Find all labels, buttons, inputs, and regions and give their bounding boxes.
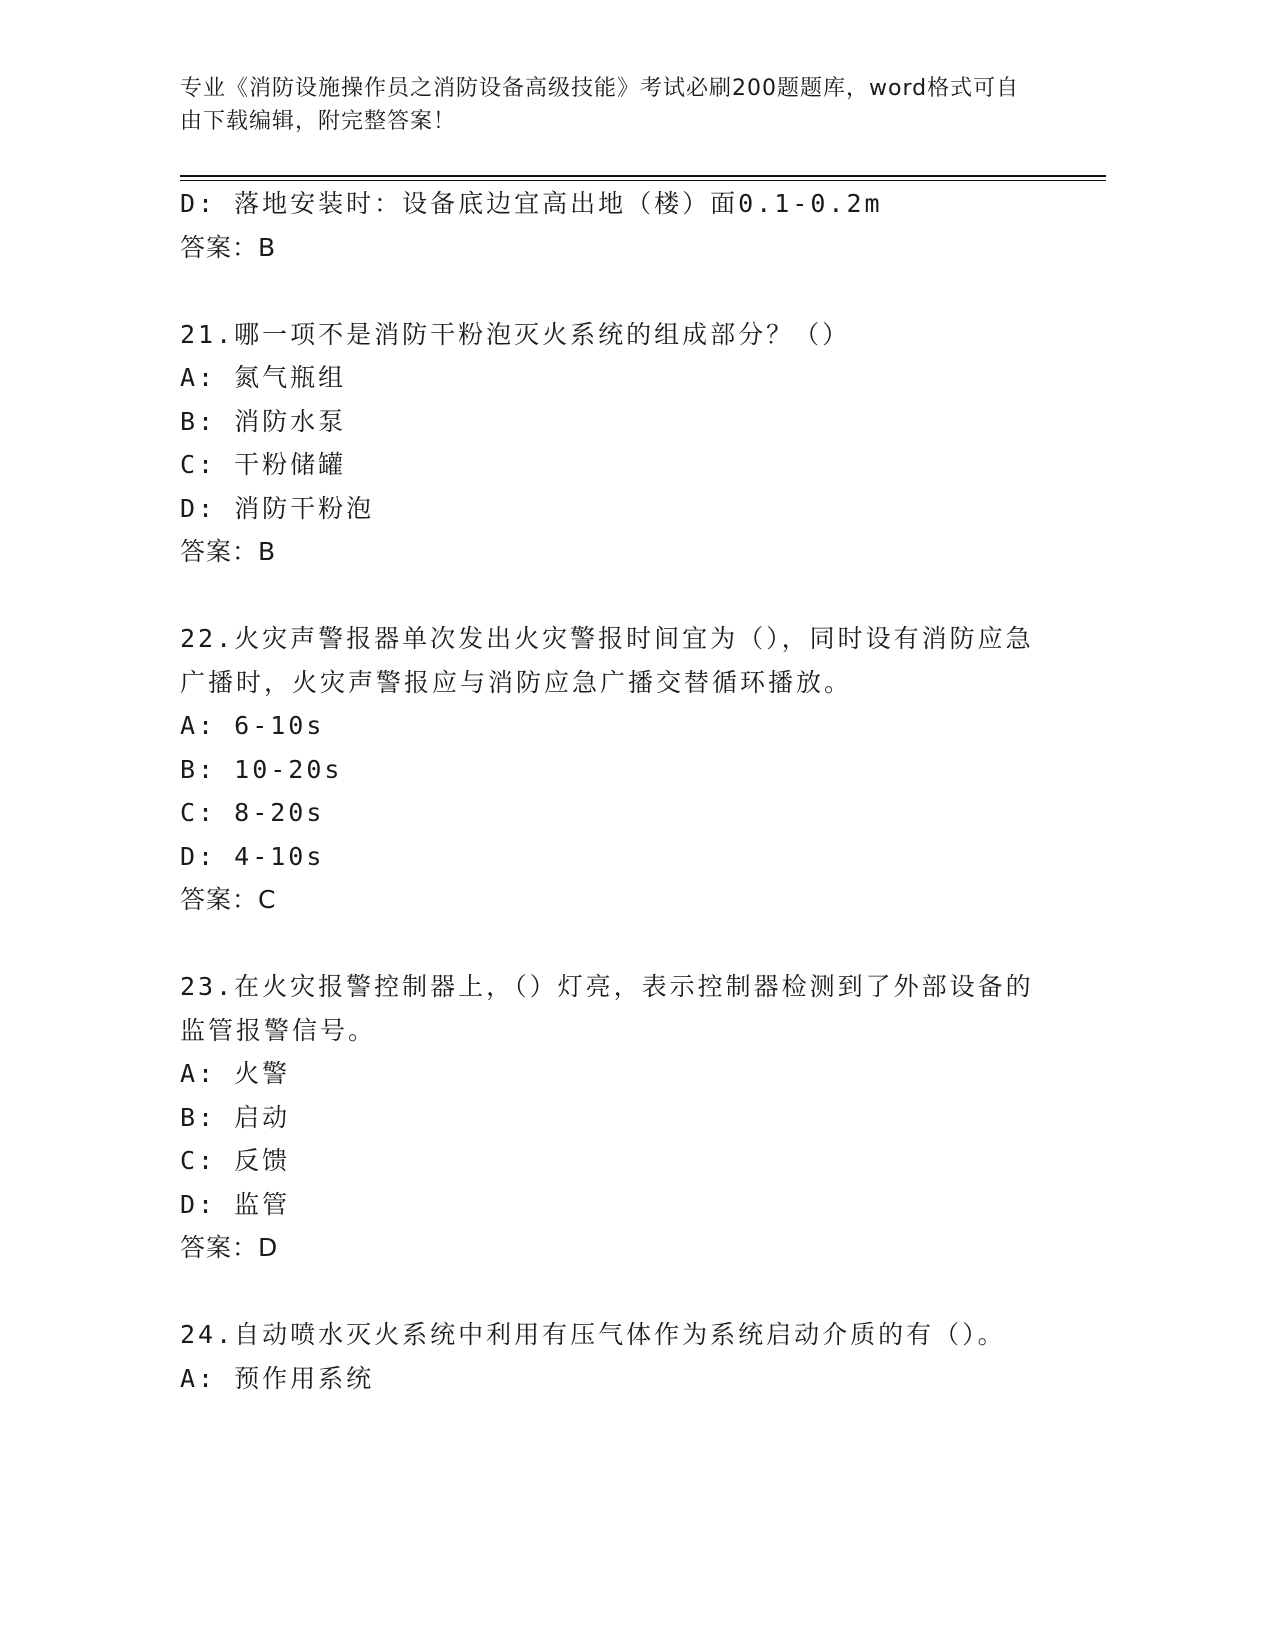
question-stem: 22.火灾声警报器单次发出火灾警报时间宜为（），同时设有消防应急广播时，火灾声警报应与消防应急广播交替循环播放。 [180, 624, 1034, 697]
option-a: A: 火警 [180, 1059, 291, 1088]
header-divider-thin [180, 180, 1106, 181]
answer: 答案：B [180, 537, 277, 566]
header-divider-thick [180, 175, 1106, 177]
question-stem: 24.自动喷水灭火系统中利用有压气体作为系统启动介质的有（）。 [180, 1320, 1006, 1349]
question-stem: 23.在火灾报警控制器上，（）灯亮，表示控制器检测到了外部设备的监管报警信号。 [180, 972, 1034, 1045]
answer: 答案：C [180, 885, 277, 914]
option-a: A: 预作用系统 [180, 1363, 375, 1393]
option-c: C: 反馈 [180, 1146, 291, 1175]
option-c: C: 干粉储罐 [180, 450, 347, 479]
prev-option-d: D: 落地安装时：设备底边宜高出地（楼）面0.1-0.2m [180, 189, 883, 218]
question-content [180, 182, 1060, 1400]
option-a: A: 6-10s [180, 711, 325, 740]
document-header: 专业《消防设施操作员之消防设备高级技能》考试必刷200题题库，word格式可自由下载编辑，附完整答案！ [180, 76, 1020, 134]
spacer [180, 269, 1060, 313]
prev-answer: 答案：B [180, 232, 277, 262]
option-b: B: 消防水泵 [180, 406, 347, 436]
spacer [180, 574, 1060, 618]
spacer [180, 922, 1060, 966]
option-d: D: 消防干粉泡 [180, 493, 375, 523]
question-23 [180, 965, 1060, 1270]
option-c: C: 8-20s [180, 798, 325, 827]
option-d: D: 监管 [180, 1189, 291, 1219]
question-24 [180, 1313, 1060, 1400]
spacer [180, 1270, 1060, 1314]
answer: 答案：D [180, 1233, 279, 1262]
option-b: B: 启动 [180, 1102, 291, 1132]
question-22 [180, 617, 1060, 922]
option-d: D: 4-10s [180, 841, 325, 871]
question-21 [180, 313, 1060, 574]
question-stem: 21.哪一项不是消防干粉泡灭火系统的组成部分？（） [180, 319, 851, 349]
option-a: A: 氮气瓶组 [180, 363, 347, 392]
option-b: B: 10-20s [180, 754, 343, 784]
